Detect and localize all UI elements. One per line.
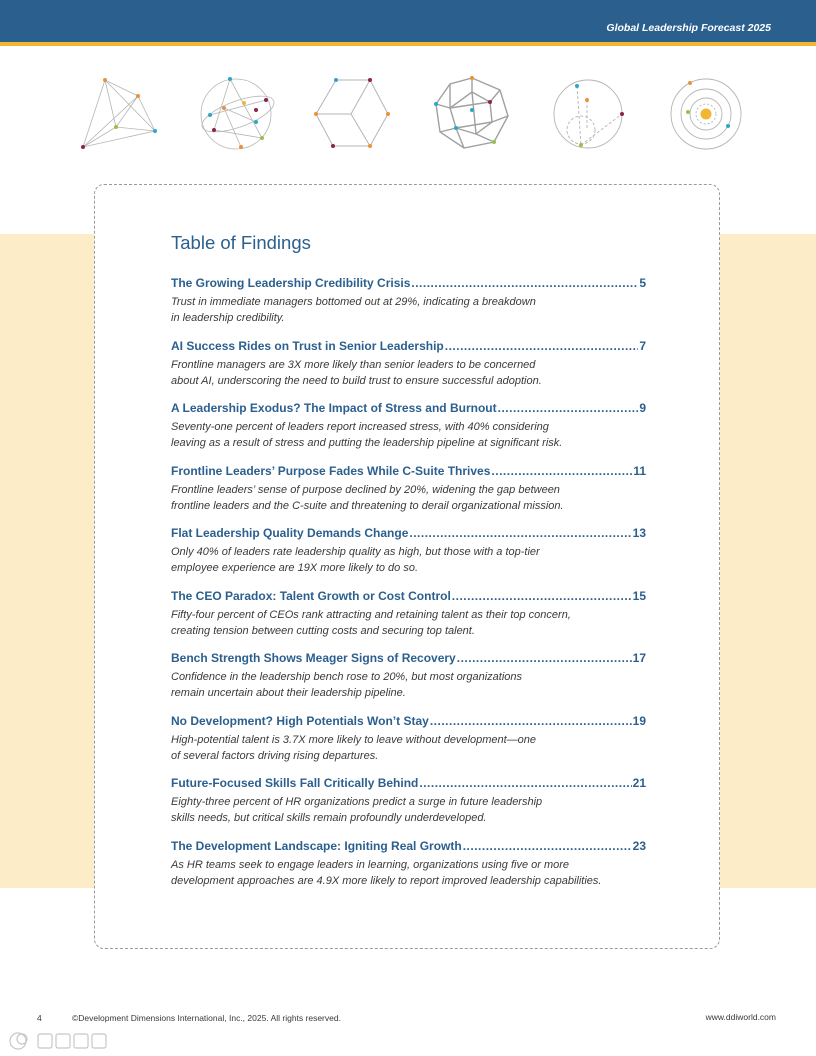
- finding-title[interactable]: Frontline Leaders’ Purpose Fades While C-Suite Thrives: [171, 463, 491, 478]
- finding-title[interactable]: The Development Landscape: Igniting Real Growth: [171, 838, 462, 853]
- page-number: 4: [37, 1013, 42, 1023]
- findings-list: [171, 276, 646, 901]
- finding-page[interactable]: 19: [632, 713, 646, 728]
- toc-title: Table of Findings: [171, 232, 311, 253]
- dot-leader: [498, 401, 639, 415]
- finding-item[interactable]: [171, 776, 646, 839]
- circle-vector-icon: [551, 70, 627, 152]
- finding-page[interactable]: 23: [632, 838, 646, 853]
- dot-leader: [452, 589, 632, 603]
- dot-leader: [445, 339, 639, 353]
- finding-title[interactable]: The Growing Leadership Credibility Crisis: [171, 276, 411, 290]
- finding-item[interactable]: [171, 714, 646, 777]
- finding-item[interactable]: [171, 589, 646, 652]
- cube-icon: [313, 70, 391, 152]
- finding-description: Only 40% of leaders rate leadership quality as high, but those with a top-tier employee experience are 19X more likely to do so.: [171, 546, 540, 574]
- finding-page[interactable]: 13: [632, 526, 646, 540]
- finding-description: High-potential talent is 3.7X more likely to leave without development—one of several factors driving rising departures.: [171, 733, 537, 762]
- finding-title[interactable]: No Development? High Potentials Won’t Stay: [171, 713, 429, 728]
- finding-page[interactable]: 5: [639, 276, 646, 290]
- finding-description: Fifty-four percent of CEOs rank attracting and retaining talent as their top concern, creating tension between cutting costs and securing top talent.: [171, 608, 571, 637]
- finding-description: Seventy-one percent of leaders report increased stress, with 40% considering leaving as a result of stress and putting the leadership pipeline at significant risk.: [171, 421, 563, 449]
- header-stripe: [0, 42, 816, 46]
- finding-item[interactable]: [171, 839, 646, 902]
- finding-page[interactable]: 9: [639, 401, 646, 415]
- concentric-target-icon: [668, 70, 746, 152]
- dot-leader: [430, 714, 632, 728]
- finding-description: Frontline managers are 3X more likely than senior leaders to be concerned about AI, underscoring the need to build trust to ensure successful adoption.: [171, 358, 542, 387]
- dot-leader: [409, 526, 631, 540]
- finding-item[interactable]: [171, 526, 646, 589]
- finding-description: Trust in immediate managers bottomed out at 29%, indicating a breakdown in leadership credibility.: [171, 296, 536, 324]
- dot-leader: [463, 839, 632, 853]
- finding-description: As HR teams seek to engage leaders in learning, organizations using five or more development approaches are 4.9X more likely to report improved leadership capabilities.: [171, 858, 602, 887]
- dot-leader: [491, 464, 632, 478]
- watermark-logo: [8, 1030, 108, 1052]
- finding-title[interactable]: Future-Focused Skills Fall Critically Behind: [171, 776, 419, 790]
- dot-leader: [457, 651, 632, 665]
- header-bar: [0, 0, 816, 42]
- copyright-notice: ©Development Dimensions International, Inc., 2025. All rights reserved.: [72, 1013, 341, 1023]
- finding-description: Confidence in the leadership bench rose to 20%, but most organizations remain uncertain about their leadership pipeline.: [171, 671, 522, 699]
- finding-description: Frontline leaders’ sense of purpose declined by 20%, widening the gap between frontline leaders and the C-suite and threatening to derail organizational mission.: [171, 483, 564, 512]
- finding-page[interactable]: 17: [632, 651, 646, 665]
- finding-item[interactable]: [171, 464, 646, 527]
- dot-leader: [411, 276, 638, 290]
- finding-item[interactable]: [171, 339, 646, 402]
- network-triangle-icon: [78, 70, 158, 152]
- finding-page[interactable]: 21: [632, 776, 646, 790]
- finding-title[interactable]: Bench Strength Shows Meager Signs of Recovery: [171, 651, 456, 665]
- finding-page[interactable]: 11: [633, 463, 646, 478]
- icon-row: [0, 70, 816, 160]
- website-link[interactable]: www.ddiworld.com: [705, 1012, 776, 1022]
- finding-title[interactable]: AI Success Rides on Trust in Senior Leadership: [171, 338, 444, 353]
- hypercube-icon: [432, 70, 512, 152]
- report-title: Global Leadership Forecast 2025: [606, 22, 771, 34]
- finding-title[interactable]: A Leadership Exodus? The Impact of Stress and Burnout: [171, 401, 497, 415]
- finding-page[interactable]: 15: [632, 588, 646, 603]
- finding-item[interactable]: [171, 651, 646, 714]
- finding-item[interactable]: [171, 401, 646, 464]
- globe-network-icon: [196, 70, 280, 152]
- finding-page[interactable]: 7: [639, 338, 646, 353]
- dot-leader: [419, 776, 631, 790]
- finding-title[interactable]: The CEO Paradox: Talent Growth or Cost Control: [171, 588, 451, 603]
- finding-title[interactable]: Flat Leadership Quality Demands Change: [171, 526, 409, 540]
- finding-item[interactable]: [171, 276, 646, 339]
- finding-description: Eighty-three percent of HR organizations predict a surge in future leadership skills needs, but critical skills remain profoundly underdeveloped.: [171, 796, 543, 824]
